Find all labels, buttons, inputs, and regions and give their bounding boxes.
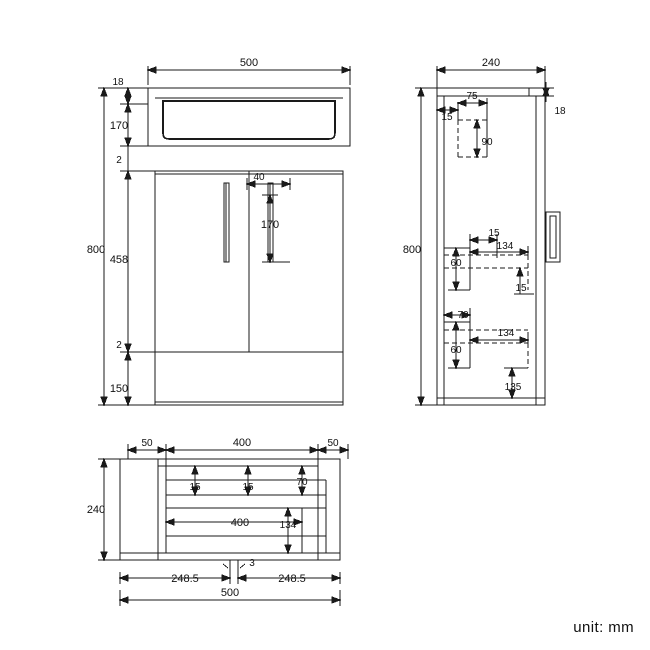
- dim-text-side-height: 800: [402, 244, 422, 256]
- dim-text-side-shelf-lower-60: 60: [450, 345, 462, 356]
- dim-text-plan-half-left: 248.5: [171, 573, 199, 585]
- dim-text-side-shelf-upper-15: 15: [488, 228, 500, 239]
- dim-text-side-cutout-width: 75: [466, 91, 478, 102]
- dim-text-plan-half-right: 248.5: [278, 573, 306, 585]
- dim-plan-bottom-chain: [120, 564, 340, 584]
- dim-text-plan-center-400: 400: [232, 437, 252, 449]
- dim-text-front-gap-top: 2: [116, 155, 122, 166]
- dim-text-plan-depth-240: 240: [86, 504, 106, 516]
- dim-text-front-door-height: 458: [109, 254, 129, 266]
- dim-plan-top: [128, 444, 348, 480]
- view-front-elevation: [148, 88, 350, 405]
- view-plan: [120, 459, 340, 570]
- dim-text-front-gap-bottom: 2: [116, 340, 122, 351]
- dim-text-front-total-height: 800: [86, 244, 106, 256]
- dim-text-side-shelf-upper-134: 134: [496, 241, 514, 252]
- dim-text-side-depth-overall: 240: [481, 57, 501, 69]
- dim-text-plan-inner-70: 70: [296, 477, 308, 488]
- dim-text-side-top-thickness: 18: [554, 106, 566, 117]
- dim-text-front-handle-length: 170: [260, 219, 280, 231]
- unit-note: unit: mm: [573, 619, 634, 636]
- dim-text-plan-right-50: 50: [327, 438, 339, 449]
- dim-text-front-basin-height: 170: [109, 120, 129, 132]
- dim-text-plan-inner-15a: 15: [189, 482, 201, 493]
- dim-text-side-shelf-lower-70: 70: [457, 310, 469, 321]
- dim-text-side-shelf-upper-15b: 15: [515, 283, 527, 294]
- dim-text-plan-shelf-400: 400: [230, 517, 250, 529]
- dim-text-front-width-overall: 500: [239, 57, 259, 69]
- dim-text-plan-left-50: 50: [141, 438, 153, 449]
- dim-text-side-shelf-upper-60: 60: [450, 258, 462, 269]
- dim-text-plan-shelf-134: 134: [279, 520, 297, 531]
- dim-side-depth-overall: [437, 66, 545, 88]
- dim-text-front-handle-width: 40: [253, 172, 265, 183]
- dim-text-plan-gap-3: 3: [249, 558, 255, 569]
- dim-text-plan-width-500: 500: [220, 587, 240, 599]
- dim-text-front-top-lip: 18: [112, 77, 124, 88]
- dim-text-side-cutout-depth: 90: [481, 137, 493, 148]
- dim-text-side-plinth-135: 135: [504, 382, 522, 393]
- dim-text-plan-inner-15b: 15: [242, 482, 254, 493]
- dim-text-side-shelf-lower-134: 134: [497, 328, 515, 339]
- dim-text-front-plinth-height: 150: [109, 383, 129, 395]
- dim-front-vertical-chain: [120, 88, 155, 405]
- dim-plan-inner: [166, 466, 305, 553]
- dim-text-side-top-offset: 15: [441, 112, 453, 123]
